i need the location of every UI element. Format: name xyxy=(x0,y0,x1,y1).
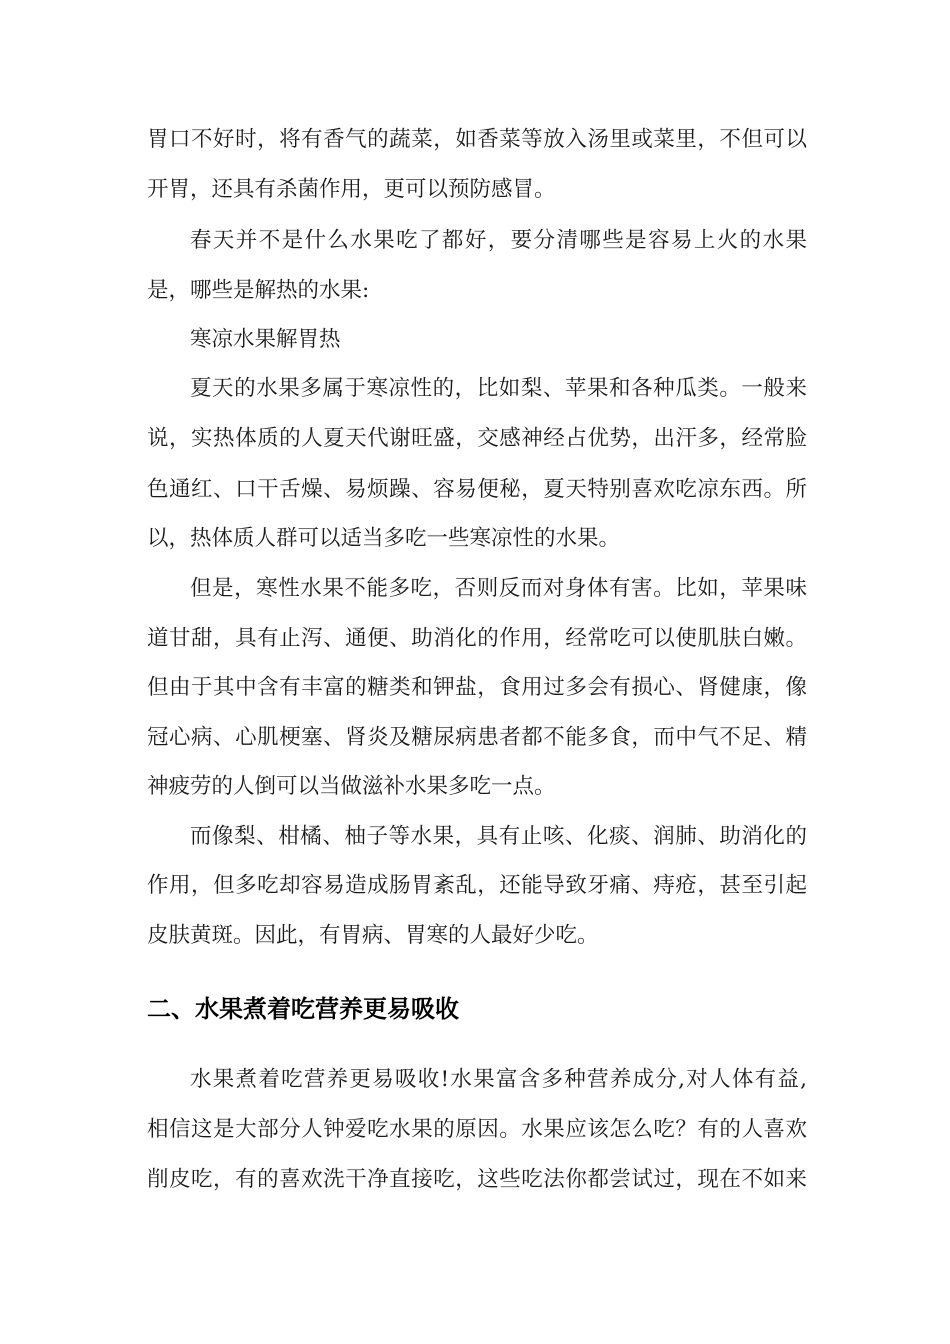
paragraph-line: 是，哪些是解热的水果: xyxy=(147,278,370,303)
paragraph-line: 色通红、口干舌燥、易烦躁、容易便秘，夏天特别喜欢吃凉东西。所 xyxy=(147,477,807,502)
paragraph-line: 夏天的水果多属于寒凉性的，比如梨、苹果和各种瓜类。一般来 xyxy=(190,376,807,401)
subheading-line: 寒凉水果解胃热 xyxy=(190,327,341,352)
paragraph-line: 但由于其中含有丰富的糖类和钾盐，食用过多会有损心、肾健康，像 xyxy=(147,675,807,700)
paragraph-line: 胃口不好时，将有香气的蔬菜，如香菜等放入汤里或菜里，不但可以 xyxy=(147,127,807,152)
paragraph-line: 冠心病、心肌梗塞、肾炎及糖尿病患者都不能多食，而中气不足、精 xyxy=(147,725,807,750)
paragraph-line: 削皮吃，有的喜欢洗干净直接吃，这些吃法你都尝试过，现在不如来 xyxy=(147,1167,807,1192)
paragraph-line: 而像梨、柑橘、柚子等水果，具有止咳、化痰、润肺、助消化的 xyxy=(190,824,807,849)
section-heading: 二、水果煮着吃营养更易吸收 xyxy=(147,995,459,1023)
paragraph-line: 但是，寒性水果不能多吃，否则反而对身体有害。比如，苹果味 xyxy=(190,576,807,601)
paragraph-line: 春天并不是什么水果吃了都好，要分清哪些是容易上火的水果 xyxy=(190,228,807,253)
paragraph-line: 说，实热体质的人夏天代谢旺盛，交感神经占优势，出汗多，经常脸 xyxy=(147,426,807,451)
paragraph-line: 以，热体质人群可以适当多吃一些寒凉性的水果。 xyxy=(147,526,621,551)
paragraph-line: 开胃，还具有杀菌作用，更可以预防感冒。 xyxy=(147,177,556,202)
paragraph-line: 皮肤黄斑。因此，有胃病、胃寒的人最好少吃。 xyxy=(147,923,599,948)
paragraph-line: 道甘甜，具有止泻、通便、助消化的作用，经常吃可以使肌肤白嫩。 xyxy=(147,626,807,651)
paragraph-line: 作用，但多吃却容易造成肠胃紊乱，还能导致牙痛、痔疮，甚至引起 xyxy=(147,873,807,898)
paragraph-line: 相信这是大部分人钟爱吃水果的原因。水果应该怎么吃？有的人喜欢 xyxy=(147,1117,807,1142)
paragraph-line: 神疲劳的人倒可以当做滋补水果多吃一点。 xyxy=(147,774,556,799)
paragraph-line: 水果煮着吃营养更易吸收!水果富含多种营养成分,对人体有益, xyxy=(190,1067,807,1092)
